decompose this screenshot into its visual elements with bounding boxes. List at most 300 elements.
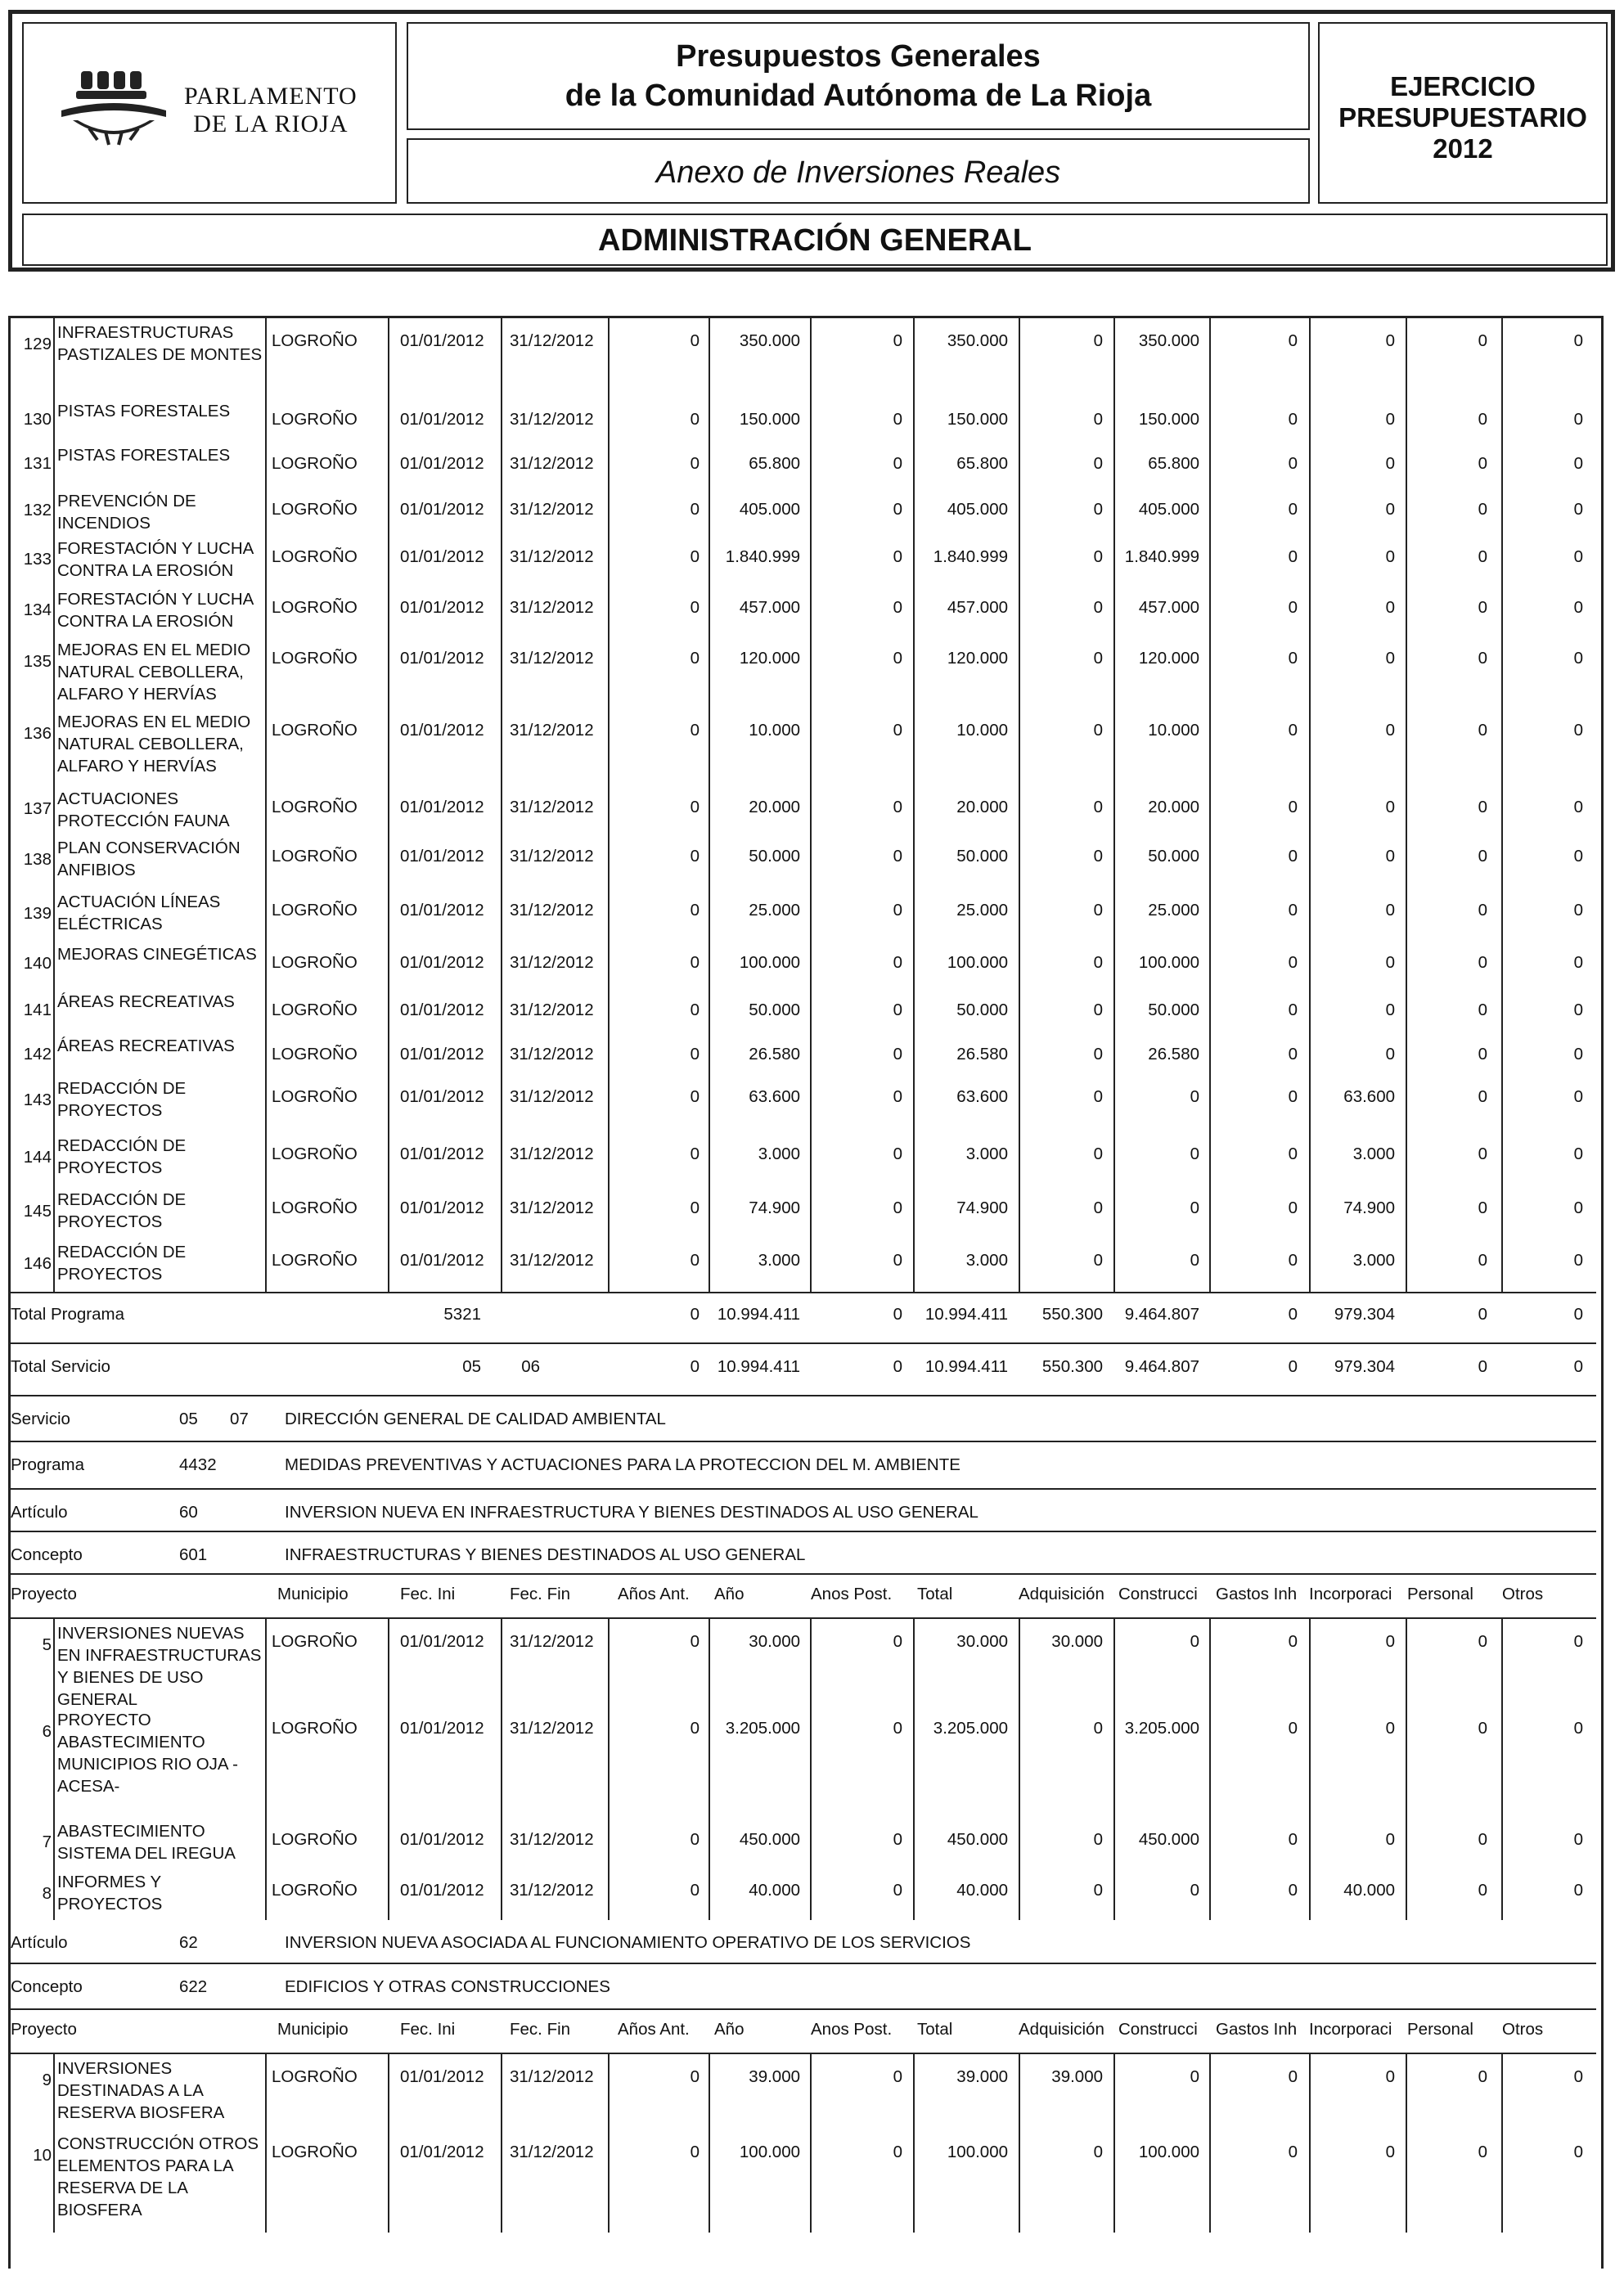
section-row	[11, 1964, 1596, 2010]
project-name: ÁREAS RECREATIVAS	[57, 1037, 235, 1055]
table-row	[11, 1706, 1596, 1817]
column-divider	[265, 987, 267, 1032]
column-divider	[53, 1074, 55, 1131]
project-name: PLAN CONSERVACIÓN ANFIBIOS	[57, 839, 241, 879]
project-name: INFORMES Y PROYECTOS	[57, 1873, 163, 1913]
amount-cell: 0	[1385, 901, 1395, 920]
amount-cell: 0	[1478, 798, 1487, 816]
amount-cell: 0	[690, 500, 700, 519]
amount-cell: 26.580	[749, 1045, 800, 1064]
amount-cell: 0	[893, 331, 902, 350]
amount-cell: 26.580	[1148, 1045, 1199, 1064]
section-label: Concepto	[11, 1977, 83, 1996]
amount-cell: 0	[1385, 1045, 1395, 1064]
amount-cell: 0	[690, 1144, 700, 1163]
fiscal-year	[1320, 71, 1606, 164]
row-number: 136	[23, 724, 52, 743]
column-divider	[388, 487, 389, 534]
amount-cell: 100.000	[739, 2143, 800, 2161]
amount-cell: 0	[1093, 1198, 1103, 1217]
amount-cell: 0	[893, 721, 902, 740]
table-row	[11, 441, 1596, 487]
project-name: ÁREAS RECREATIVAS	[57, 992, 235, 1011]
amount-cell: 0	[690, 2143, 700, 2161]
column-divider	[265, 441, 267, 487]
amount-cell: 26.580	[956, 1045, 1008, 1064]
amount-cell: 0	[1478, 649, 1487, 668]
row-number: 9	[42, 2071, 52, 2089]
amount-cell: 405.000	[739, 500, 800, 519]
column-divider	[388, 708, 389, 785]
column-divider	[265, 1817, 267, 1868]
row-number: 133	[23, 550, 52, 569]
amount-cell: 0	[1478, 547, 1487, 566]
project-name: ACTUACIONES PROTECCIÓN FAUNA	[57, 789, 230, 830]
start-date: 01/01/2012	[400, 1719, 484, 1738]
amount-cell: 0	[690, 721, 700, 740]
section-description: INFRAESTRUCTURAS Y BIENES DESTINADOS AL USO GENERAL	[285, 1545, 806, 1564]
amount-cell: 0	[893, 1719, 902, 1738]
table-row	[11, 1032, 1596, 1074]
amount-cell: 0	[1385, 410, 1395, 429]
municipality: LOGROÑO	[272, 547, 358, 566]
amount-cell: 0	[1093, 1719, 1103, 1738]
amount-cell: 74.900	[956, 1198, 1008, 1217]
amount-cell: 0	[690, 1632, 700, 1651]
amount-cell: 0	[1190, 1198, 1199, 1217]
project-name: FORESTACIÓN Y LUCHA CONTRA LA EROSIÓN	[57, 590, 254, 631]
project-name: MEJORAS CINEGÉTICAS	[57, 945, 257, 964]
amount-cell: 30.000	[749, 1632, 800, 1651]
amount-cell: 0	[1385, 2143, 1395, 2161]
amount-cell: 0	[1288, 547, 1298, 566]
column-divider	[501, 1868, 502, 1920]
end-date: 31/12/2012	[510, 1001, 594, 1019]
amount-cell: 0	[1385, 454, 1395, 473]
start-date: 01/01/2012	[400, 1144, 484, 1163]
amount-cell: 25.000	[749, 901, 800, 920]
project-name: MEJORAS EN EL MEDIO NATURAL CEBOLLERA, ALFARO Y HERVÍAS	[57, 713, 251, 776]
start-date: 01/01/2012	[400, 331, 484, 350]
column-header: Proyecto	[11, 1585, 77, 1603]
amount-cell: 0	[893, 2067, 902, 2086]
column-divider	[501, 1817, 502, 1868]
document-header	[8, 10, 1615, 272]
column-header: Gastos Inh	[1216, 2020, 1298, 2039]
amount-cell: 50.000	[956, 1001, 1008, 1019]
column-header: Fec. Ini	[400, 2020, 456, 2039]
column-header: Años Ant.	[618, 2020, 690, 2039]
amount-cell: 0	[893, 410, 902, 429]
section-code: 62	[179, 1933, 198, 1952]
amount-cell: 0	[1478, 410, 1487, 429]
municipality: LOGROÑO	[272, 454, 358, 473]
section-label: Artículo	[11, 1933, 68, 1952]
column-header: Construcci	[1118, 2020, 1198, 2039]
table-row	[11, 1817, 1596, 1868]
column-divider	[53, 987, 55, 1032]
parliament-name-line2: DE LA RIOJA	[193, 110, 349, 137]
amount-cell: 0	[1573, 649, 1583, 668]
row-number: 138	[23, 850, 52, 869]
annex-title: Anexo de Inversiones Reales	[655, 155, 1061, 190]
column-divider	[501, 1185, 502, 1238]
amount-cell: 0	[1385, 1719, 1395, 1738]
amount-cell: 0	[1478, 721, 1487, 740]
column-header: Total	[917, 1585, 953, 1603]
column-divider	[501, 1131, 502, 1185]
amount-cell: 50.000	[749, 847, 800, 866]
amount-cell: 450.000	[739, 1830, 800, 1849]
column-divider	[53, 487, 55, 534]
amount-cell: 0	[1288, 1881, 1298, 1900]
amount-cell: 0	[893, 1198, 902, 1217]
start-date: 01/01/2012	[400, 1632, 484, 1651]
amount-cell: 0	[1288, 721, 1298, 740]
amount-cell: 0	[1573, 410, 1583, 429]
column-divider	[265, 940, 267, 987]
total-label: Total Programa	[11, 1305, 125, 1324]
column-divider	[501, 1074, 502, 1131]
amount-cell: 0	[1478, 953, 1487, 972]
end-date: 31/12/2012	[510, 1087, 594, 1106]
amount-cell: 100.000	[947, 2143, 1008, 2161]
amount-cell: 0	[893, 1144, 902, 1163]
column-header: Gastos Inh	[1216, 1585, 1298, 1603]
amount-cell: 0	[1478, 454, 1487, 473]
amount-cell: 0	[1573, 331, 1583, 350]
row-number: 137	[23, 799, 52, 818]
total-amount: 0	[893, 1305, 902, 1324]
column-divider	[388, 1868, 389, 1920]
amount-cell: 0	[1573, 847, 1583, 866]
section-label: Concepto	[11, 1545, 83, 1564]
amount-cell: 20.000	[1148, 798, 1199, 816]
table-row	[11, 785, 1596, 834]
total-amount: 550.300	[1041, 1305, 1103, 1324]
column-divider	[265, 1238, 267, 1292]
amount-cell: 0	[1288, 2143, 1298, 2161]
amount-cell: 0	[1573, 798, 1583, 816]
amount-cell: 30.000	[956, 1632, 1008, 1651]
project-name: CONSTRUCCIÓN OTROS ELEMENTOS PARA LA RESERVA DE LA BIOSFERA	[57, 2134, 259, 2219]
column-divider	[53, 585, 55, 636]
column-divider	[501, 940, 502, 987]
amount-cell: 0	[1478, 847, 1487, 866]
row-number: 141	[23, 1001, 52, 1019]
amount-cell: 0	[1288, 454, 1298, 473]
amount-cell: 0	[1573, 1045, 1583, 1064]
column-divider	[265, 1619, 267, 1706]
amount-cell: 0	[1573, 721, 1583, 740]
end-date: 31/12/2012	[510, 1198, 594, 1217]
column-divider	[388, 834, 389, 888]
amount-cell: 40.000	[1343, 1881, 1395, 1900]
amount-cell: 65.800	[956, 454, 1008, 473]
municipality: LOGROÑO	[272, 1881, 358, 1900]
amount-cell: 0	[1093, 598, 1103, 617]
start-date: 01/01/2012	[400, 1881, 484, 1900]
column-header: Incorporaci	[1309, 1585, 1392, 1603]
amount-cell: 0	[893, 901, 902, 920]
amount-cell: 150.000	[739, 410, 800, 429]
amount-cell: 100.000	[947, 953, 1008, 972]
amount-cell: 0	[1478, 500, 1487, 519]
column-header: Fec. Fin	[510, 1585, 571, 1603]
project-name: INVERSIONES NUEVAS EN INFRAESTRUCTURAS Y BIENES DE USO GENERAL	[57, 1624, 262, 1709]
column-header: Municipio	[277, 2020, 349, 2039]
table-row	[11, 834, 1596, 888]
column-divider	[53, 636, 55, 708]
amount-cell: 0	[1288, 1251, 1298, 1270]
column-divider	[265, 888, 267, 940]
column-header: Otros	[1502, 1585, 1544, 1603]
amount-cell: 0	[893, 2143, 902, 2161]
total-amount: 10.994.411	[924, 1305, 1008, 1324]
start-date: 01/01/2012	[400, 1045, 484, 1064]
amount-cell: 0	[1288, 798, 1298, 816]
start-date: 01/01/2012	[400, 1001, 484, 1019]
amount-cell: 39.000	[1051, 2067, 1103, 2086]
table-row	[11, 2054, 1596, 2129]
project-name: ABASTECIMIENTO SISTEMA DEL IREGUA	[57, 1822, 236, 1863]
section-subcode: 07	[230, 1410, 249, 1428]
column-divider	[388, 441, 389, 487]
column-divider	[265, 1032, 267, 1074]
amount-cell: 0	[1573, 1001, 1583, 1019]
document-title-box	[407, 22, 1310, 130]
amount-cell: 0	[1573, 598, 1583, 617]
amount-cell: 0	[1478, 598, 1487, 617]
column-divider	[265, 318, 267, 397]
amount-cell: 0	[1288, 1001, 1298, 1019]
project-name: INFRAESTRUCTURAS PASTIZALES DE MONTES	[57, 323, 263, 364]
amount-cell: 0	[1478, 1144, 1487, 1163]
row-number: 5	[42, 1635, 52, 1654]
municipality: LOGROÑO	[272, 1087, 358, 1106]
amount-cell: 450.000	[1138, 1830, 1199, 1849]
amount-cell: 150.000	[947, 410, 1008, 429]
amount-cell: 0	[1385, 500, 1395, 519]
row-number: 142	[23, 1045, 52, 1064]
amount-cell: 0	[1573, 1251, 1583, 1270]
column-header: Adquisición	[1019, 1585, 1104, 1603]
amount-cell: 1.840.999	[725, 547, 800, 566]
amount-cell: 0	[1093, 454, 1103, 473]
total-amount: 979.304	[1334, 1305, 1395, 1324]
total-amount: 0	[690, 1357, 700, 1376]
end-date: 31/12/2012	[510, 598, 594, 617]
column-divider	[53, 785, 55, 834]
amount-cell: 0	[1093, 2143, 1103, 2161]
column-divider	[501, 585, 502, 636]
amount-cell: 3.000	[965, 1144, 1008, 1163]
amount-cell: 20.000	[749, 798, 800, 816]
project-name: PISTAS FORESTALES	[57, 402, 231, 420]
amount-cell: 0	[1093, 1251, 1103, 1270]
total-amount: 9.464.807	[1124, 1305, 1199, 1324]
amount-cell: 0	[1478, 2067, 1487, 2086]
table-row	[11, 1131, 1596, 1185]
section-code: 4432	[179, 1455, 217, 1474]
column-divider	[53, 1185, 55, 1238]
row-number: 134	[23, 600, 52, 619]
table-row	[11, 2129, 1596, 2233]
amount-cell: 0	[1385, 798, 1395, 816]
amount-cell: 0	[1288, 331, 1298, 350]
amount-cell: 0	[1288, 1045, 1298, 1064]
row-number: 135	[23, 652, 52, 671]
column-divider	[501, 708, 502, 785]
start-date: 01/01/2012	[400, 1087, 484, 1106]
project-name: PREVENCIÓN DE INCENDIOS	[57, 492, 196, 533]
amount-cell: 0	[1093, 410, 1103, 429]
table-row	[11, 987, 1596, 1032]
project-name: PROYECTO ABASTECIMIENTO MUNICIPIOS RIO OJA -ACESA-	[57, 1711, 238, 1796]
amount-cell: 3.205.000	[933, 1719, 1008, 1738]
column-divider	[53, 1032, 55, 1074]
amount-cell: 0	[893, 454, 902, 473]
municipality: LOGROÑO	[272, 721, 358, 740]
amount-cell: 3.000	[758, 1144, 800, 1163]
column-divider	[53, 1868, 55, 1920]
amount-cell: 0	[1093, 500, 1103, 519]
amount-cell: 0	[1573, 1719, 1583, 1738]
amount-cell: 0	[1573, 901, 1583, 920]
start-date: 01/01/2012	[400, 500, 484, 519]
municipality: LOGROÑO	[272, 1198, 358, 1217]
amount-cell: 10.000	[749, 721, 800, 740]
amount-cell: 0	[893, 649, 902, 668]
amount-cell: 0	[690, 901, 700, 920]
amount-cell: 0	[893, 598, 902, 617]
column-header: Anos Post.	[811, 2020, 893, 2039]
column-divider	[53, 1238, 55, 1292]
amount-cell: 0	[1478, 2143, 1487, 2161]
column-divider	[501, 534, 502, 585]
parliament-emblem-icon	[56, 63, 171, 153]
year-line2: PRESUPUESTARIO	[1338, 102, 1587, 133]
column-header: Municipio	[277, 1585, 349, 1603]
total-amount: 0	[1288, 1305, 1298, 1324]
total-amount: 0	[1478, 1357, 1487, 1376]
column-divider	[388, 318, 389, 397]
column-divider	[265, 1074, 267, 1131]
amount-cell: 0	[1478, 1632, 1487, 1651]
amount-cell: 30.000	[1051, 1632, 1103, 1651]
title-line2: de la Comunidad Autónoma de La Rioja	[565, 79, 1152, 113]
column-divider	[388, 940, 389, 987]
total-code-1: 5321	[443, 1305, 481, 1324]
end-date: 31/12/2012	[510, 1719, 594, 1738]
amount-cell: 0	[1573, 2067, 1583, 2086]
start-date: 01/01/2012	[400, 649, 484, 668]
amount-cell: 0	[1573, 1830, 1583, 1849]
year-line3: 2012	[1433, 133, 1493, 164]
column-header: Incorporaci	[1309, 2020, 1392, 2039]
municipality: LOGROÑO	[272, 953, 358, 972]
amount-cell: 0	[690, 847, 700, 866]
column-divider	[501, 1706, 502, 1817]
amount-cell: 0	[1190, 1251, 1199, 1270]
amount-cell: 0	[1573, 1881, 1583, 1900]
municipality: LOGROÑO	[272, 1001, 358, 1019]
table-row	[11, 1619, 1596, 1709]
end-date: 31/12/2012	[510, 1830, 594, 1849]
amount-cell: 3.000	[758, 1251, 800, 1270]
amount-cell: 150.000	[1138, 410, 1199, 429]
amount-cell: 0	[1573, 1087, 1583, 1106]
column-header-row	[11, 2010, 1596, 2054]
amount-cell: 450.000	[947, 1830, 1008, 1849]
municipality: LOGROÑO	[272, 331, 358, 350]
amount-cell: 39.000	[749, 2067, 800, 2086]
column-divider	[265, 1131, 267, 1185]
amount-cell: 0	[1288, 2067, 1298, 2086]
table-row	[11, 940, 1596, 987]
amount-cell: 25.000	[1148, 901, 1199, 920]
column-divider	[53, 888, 55, 940]
start-date: 01/01/2012	[400, 2067, 484, 2086]
amount-cell: 1.840.999	[1124, 547, 1199, 566]
start-date: 01/01/2012	[400, 798, 484, 816]
column-divider	[265, 1868, 267, 1920]
year-line1: EJERCICIO	[1390, 71, 1536, 101]
column-divider	[388, 636, 389, 708]
amount-cell: 0	[690, 331, 700, 350]
amount-cell: 50.000	[956, 847, 1008, 866]
municipality: LOGROÑO	[272, 410, 358, 429]
section-description: INVERSION NUEVA ASOCIADA AL FUNCIONAMIENTO OPERATIVO DE LOS SERVICIOS	[285, 1933, 971, 1952]
amount-cell: 74.900	[749, 1198, 800, 1217]
column-header: Años Ant.	[618, 1585, 690, 1603]
administration-box	[22, 214, 1608, 266]
table-row	[11, 397, 1596, 441]
column-divider	[501, 487, 502, 534]
end-date: 31/12/2012	[510, 500, 594, 519]
column-divider	[501, 1619, 502, 1706]
total-label: Total Servicio	[11, 1357, 110, 1376]
amount-cell: 65.800	[749, 454, 800, 473]
end-date: 31/12/2012	[510, 798, 594, 816]
start-date: 01/01/2012	[400, 547, 484, 566]
column-header: Anos Post.	[811, 1585, 893, 1603]
municipality: LOGROÑO	[272, 1144, 358, 1163]
table-row	[11, 1074, 1596, 1131]
amount-cell: 0	[690, 1001, 700, 1019]
total-amount: 10.994.411	[717, 1305, 800, 1324]
column-divider	[265, 708, 267, 785]
row-number: 143	[23, 1091, 52, 1109]
row-number: 8	[42, 1884, 52, 1903]
amount-cell: 0	[690, 1087, 700, 1106]
column-divider	[501, 2129, 502, 2233]
amount-cell: 74.900	[1343, 1198, 1395, 1217]
table-row	[11, 708, 1596, 785]
amount-cell: 0	[690, 547, 700, 566]
amount-cell: 10.000	[956, 721, 1008, 740]
total-amount: 0	[1478, 1305, 1487, 1324]
row-number: 144	[23, 1148, 52, 1167]
amount-cell: 1.840.999	[933, 547, 1008, 566]
end-date: 31/12/2012	[510, 649, 594, 668]
amount-cell: 405.000	[1138, 500, 1199, 519]
amount-cell: 120.000	[739, 649, 800, 668]
column-divider	[388, 987, 389, 1032]
column-header: Personal	[1407, 2020, 1473, 2039]
amount-cell: 0	[1478, 1045, 1487, 1064]
amount-cell: 0	[1093, 547, 1103, 566]
